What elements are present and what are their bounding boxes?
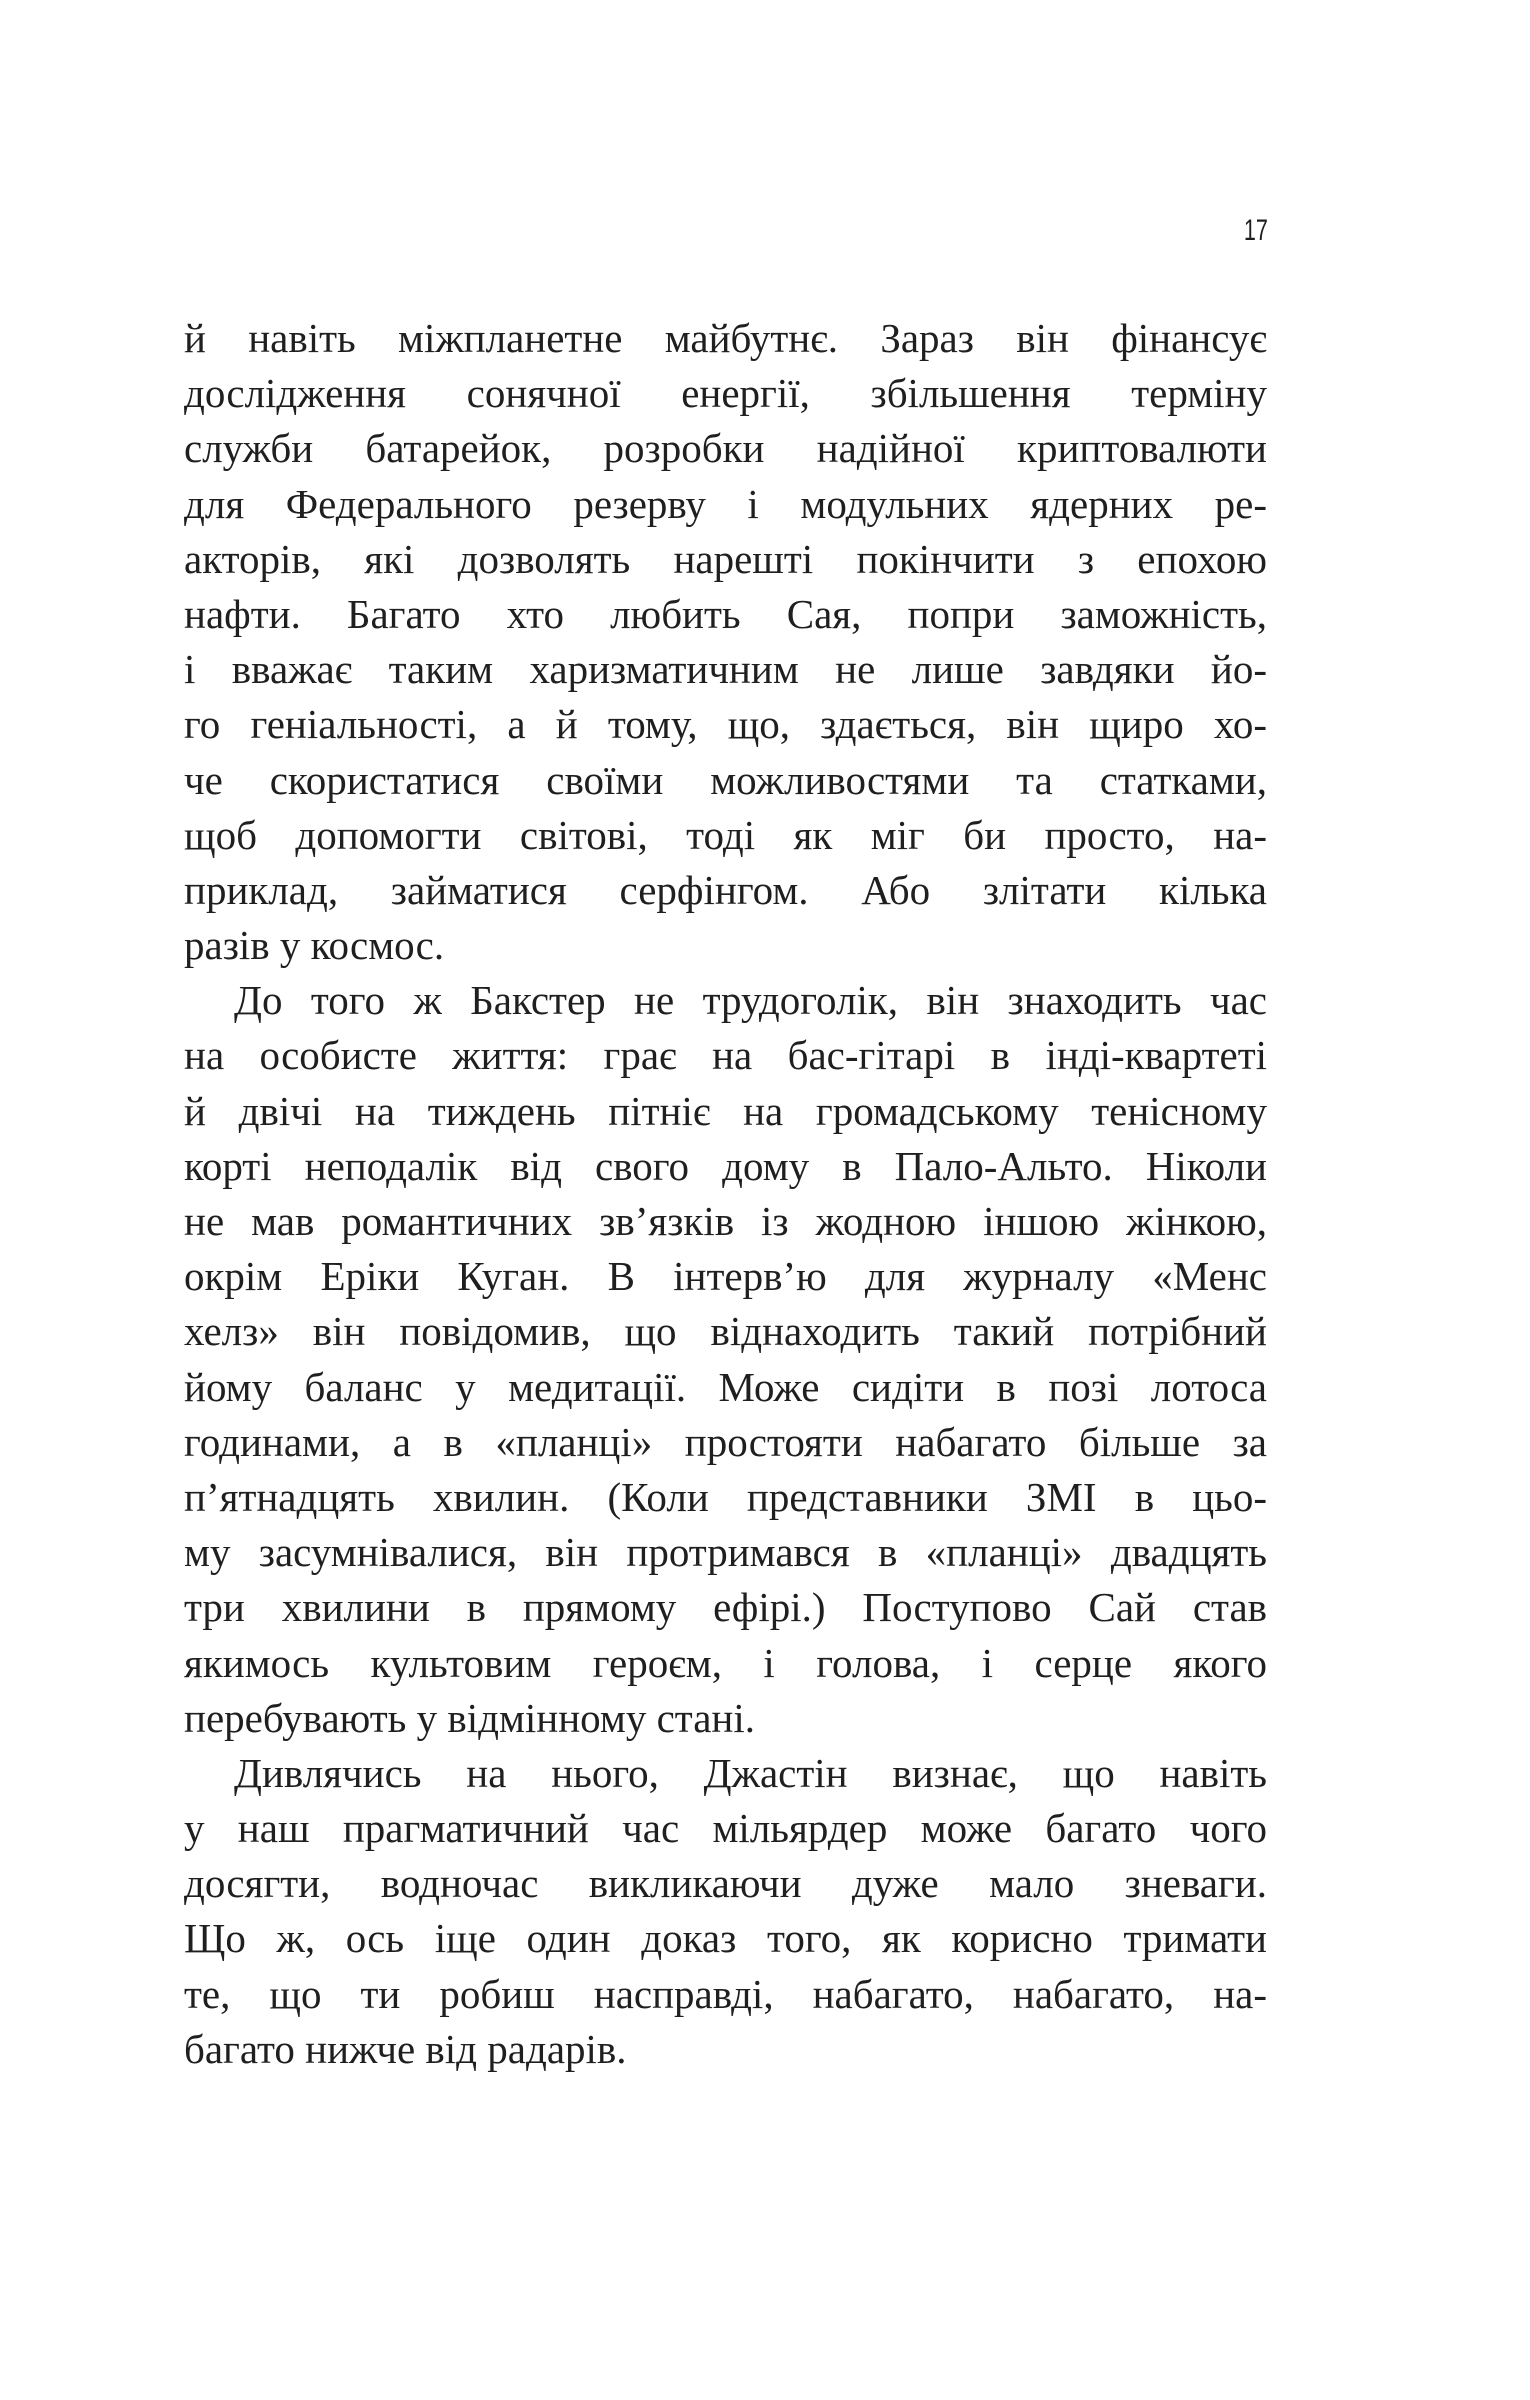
text-line: йому баланс у медитації. Може сидіти в позі лотоса (184, 1363, 1267, 1410)
text-line: годинами, а в «планці» простояти набагато більше за (184, 1418, 1267, 1465)
paragraph (184, 973, 1267, 1746)
paragraph (184, 311, 1267, 973)
text-line: не мав романтичних зв’язків із жодною іншою жінкою, (184, 1198, 1267, 1244)
paragraph (184, 1746, 1267, 2077)
body-text (184, 311, 1267, 2077)
text-line: на особисте життя: грає на бас-гітарі в інді-квартеті (184, 1032, 1267, 1079)
text-line: багато нижче від радарів. (184, 2025, 627, 2072)
text-line: До того ж Бакстер не трудоголік, він знаходить час (234, 977, 1267, 1024)
text-line: Що ж, ось іще один доказ того, як корисно тримати (184, 1915, 1267, 1962)
text-line: і вважає таким харизматичним не лише завдяки йо- (184, 646, 1267, 693)
text-line: й двічі на тиждень пітніє на громадському тенісному (184, 1087, 1267, 1134)
text-line: разів у космос. (184, 922, 445, 969)
text-line: корті неподалік від свого дому в Пало-Альто. Ніколи (184, 1142, 1267, 1189)
text-line: якимось культовим героєм, і голова, і серце якого (184, 1639, 1267, 1686)
text-line: п’ятнадцять хвилин. (Коли представники ЗМІ в цьо- (184, 1473, 1267, 1520)
text-line: перебувають у відмінному стані. (184, 1694, 755, 1741)
text-line: му засумнівалися, він протримався в «планці» двадцять (184, 1529, 1267, 1576)
text-line: три хвилини в прямому ефірі.) Поступово Сай став (184, 1584, 1267, 1631)
text-line: приклад, займатися серфінгом. Або злітати кілька (184, 866, 1267, 913)
text-line: й навіть міжпланетне майбутнє. Зараз він фінансує (184, 315, 1267, 361)
text-line: досягти, водночас викликаючи дуже мало зневаги. (184, 1860, 1267, 1907)
text-line: Дивлячись на нього, Джастін визнає, що навіть (234, 1749, 1267, 1796)
text-line: окрім Еріки Кугaн. В інтерв’ю для журналу «Менс (184, 1253, 1267, 1300)
text-line: акторів, які дозволять нарешті покінчити з епохою (184, 535, 1267, 582)
text-line: те, що ти робиш насправді, набагато, набагато, на- (184, 1970, 1267, 2017)
text-line: дослідження сонячної енергії, збільшення терміну (184, 370, 1267, 417)
text-line: хелз» він повідомив, що віднаходить такий потрібний (184, 1308, 1267, 1355)
text-line: служби батарейок, розробки надійної криптовалюти (184, 425, 1267, 472)
text-line: щоб допомогти світові, тоді як міг би просто, на- (184, 811, 1267, 858)
text-line: у наш прагматичний час мільярдер може багато чого (184, 1805, 1267, 1852)
text-line: че скористатися своїми можливостями та статками, (184, 756, 1267, 803)
text-line: го геніальності, а й тому, що, здається, він щиро хо- (184, 701, 1267, 748)
text-line: нафти. Багато хто любить Сая, попри заможність, (184, 590, 1267, 637)
page-number: 17 (1243, 214, 1268, 247)
text-line: для Федерального резерву і модульних ядерних ре- (184, 480, 1267, 527)
